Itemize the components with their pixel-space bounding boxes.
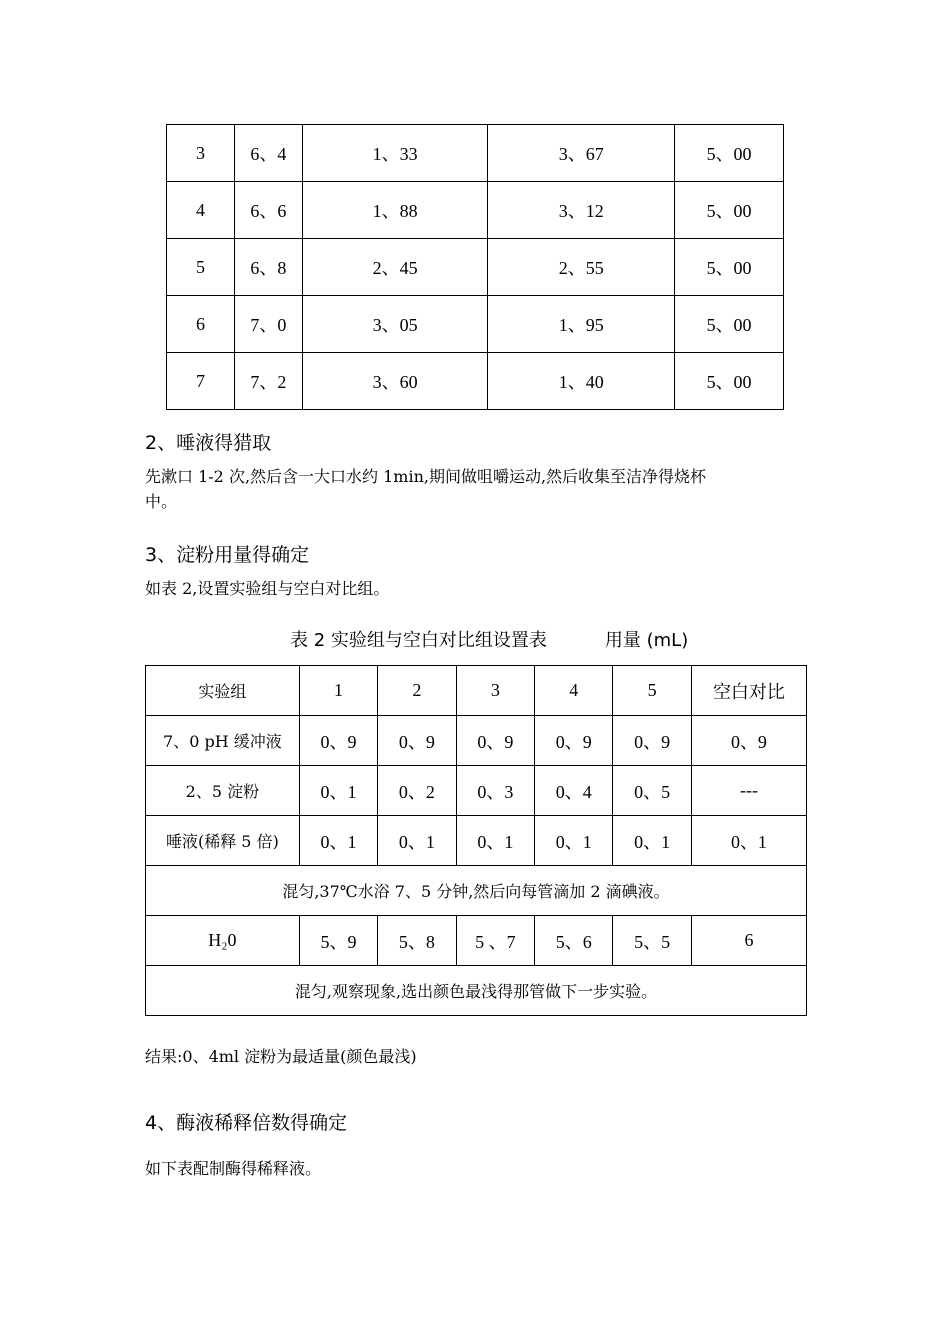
section-4-text: 如下表配制酶得稀释液。 [145, 1159, 322, 1178]
table-cell: H₂0 [146, 916, 300, 966]
table-row [167, 239, 784, 296]
table-cell: 5、00 [675, 125, 784, 182]
table-2-header-row [146, 666, 807, 716]
table-cell: 3、05 [302, 296, 488, 353]
table-cell: 6 [691, 916, 806, 966]
table-2-title: 表 2 实验组与空白对比组设置表 [290, 630, 547, 651]
section-4-heading: 4、酶液稀释倍数得确定 [145, 1112, 348, 1134]
table-cell: 0、1 [691, 816, 806, 866]
table-cell: 6 [167, 296, 235, 353]
table-cell: 5、00 [675, 182, 784, 239]
table-cell: 6、6 [234, 182, 302, 239]
table-2-starch-row [146, 766, 807, 816]
table-cell: 混匀,观察现象,选出颜色最浅得那管做下一步实验。 [146, 966, 807, 1016]
table-cell: 3 [167, 125, 235, 182]
table-cell: 0、3 [456, 766, 534, 816]
table-cell: 0、1 [456, 816, 534, 866]
experiment-setup-table [145, 665, 807, 1016]
table-cell: 6、8 [234, 239, 302, 296]
table-cell: 0、1 [378, 816, 456, 866]
table-cell: 0、4 [535, 766, 613, 816]
table-cell: 0、9 [613, 716, 691, 766]
table-cell: 0、1 [299, 766, 377, 816]
table-cell: 6、4 [234, 125, 302, 182]
table-cell: 实验组 [146, 666, 300, 716]
table-cell: 0、2 [378, 766, 456, 816]
table-cell: 0、1 [613, 816, 691, 866]
table-cell: 2、55 [488, 239, 675, 296]
table-2-mix-row [146, 866, 807, 916]
table-cell: 1、33 [302, 125, 488, 182]
table-cell: 1、88 [302, 182, 488, 239]
table-cell: 5、00 [675, 296, 784, 353]
table-cell: 7、0 pH 缓冲液 [146, 716, 300, 766]
section-2-heading: 2、唾液得猎取 [145, 432, 272, 454]
table-2-saliva-row [146, 816, 807, 866]
table-cell: 3 [456, 666, 534, 716]
table-cell: 5 [167, 239, 235, 296]
table-cell: 混匀,37℃水浴 7、5 分钟,然后向每管滴加 2 滴碘液。 [146, 866, 807, 916]
table-cell: 0、9 [378, 716, 456, 766]
table-cell: 2 [378, 666, 456, 716]
section-2-text: 先漱口 1-2 次,然后含一大口水约 1min,期间做咀嚼运动,然后收集至洁净得烧杯 中。 [145, 467, 707, 511]
table-cell: 0、9 [691, 716, 806, 766]
table-row [167, 182, 784, 239]
table-cell: 5、00 [675, 353, 784, 410]
table-cell: 7、2 [234, 353, 302, 410]
table-row [167, 125, 784, 182]
table-cell: 0、1 [535, 816, 613, 866]
table-cell: 空白对比 [691, 666, 806, 716]
table-cell: 5、00 [675, 239, 784, 296]
table-cell: --- [691, 766, 806, 816]
table-2-observe-row [146, 966, 807, 1016]
table-2-unit: 用量 (mL) [604, 630, 689, 651]
table-cell: 7 [167, 353, 235, 410]
table-cell: 2、5 淀粉 [146, 766, 300, 816]
table-cell: 5、8 [378, 916, 456, 966]
table-2-buffer-row [146, 716, 807, 766]
table-cell: 5 、7 [456, 916, 534, 966]
table-cell: 1、95 [488, 296, 675, 353]
table-cell: 5、6 [535, 916, 613, 966]
section-3-heading: 3、淀粉用量得确定 [145, 544, 310, 566]
table-cell: 1 [299, 666, 377, 716]
table-cell: 7、0 [234, 296, 302, 353]
table-2-caption [290, 626, 688, 652]
table-cell: 5 [613, 666, 691, 716]
buffer-table [166, 124, 784, 410]
table-cell: 3、60 [302, 353, 488, 410]
table-cell: 3、67 [488, 125, 675, 182]
table-cell: 4 [167, 182, 235, 239]
table-cell: 0、1 [299, 816, 377, 866]
table-cell: 0、9 [299, 716, 377, 766]
table-cell: 2、45 [302, 239, 488, 296]
table-cell: 4 [535, 666, 613, 716]
table-cell: 3、12 [488, 182, 675, 239]
table-cell: 0、9 [456, 716, 534, 766]
table-cell: 0、9 [535, 716, 613, 766]
section-3-text: 如表 2,设置实验组与空白对比组。 [145, 579, 390, 598]
table-cell: 5、5 [613, 916, 691, 966]
table-cell: 0、5 [613, 766, 691, 816]
table-2-water-row [146, 916, 807, 966]
table-row [167, 353, 784, 410]
result-text: 结果:0、4ml 淀粉为最适量(颜色最浅) [145, 1047, 417, 1066]
table-cell: 5、9 [299, 916, 377, 966]
table-row [167, 296, 784, 353]
table-cell: 唾液(稀释 5 倍) [146, 816, 300, 866]
table-cell: 1、40 [488, 353, 675, 410]
